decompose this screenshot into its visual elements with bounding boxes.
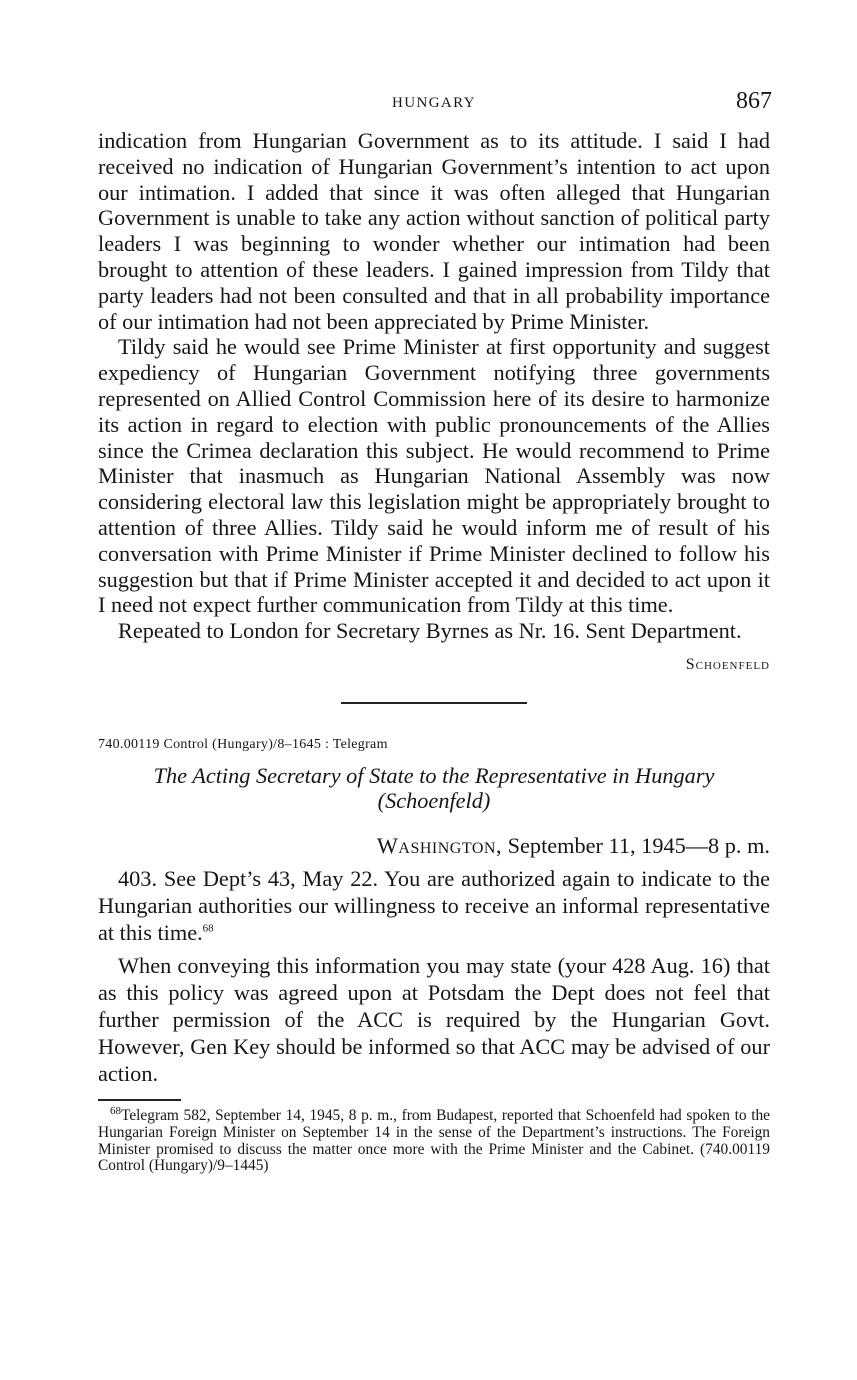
dateline-date: September 11, 1945—8 p. m. (507, 832, 770, 858)
paragraph-403 (98, 865, 770, 946)
footnote-mark: 68 (110, 1104, 121, 1117)
running-header (98, 88, 770, 128)
paragraph-conveying: When conveying this information you may state (your 428 Aug. 16) that as this policy was agreed upon at Potsdam the Dept does not feel that further permission of the ACC is required by the Hungarian Govt. However, Gen Key should be informed so that ACC may be advised of our action. (98, 952, 770, 1086)
signature: Schoenfeld (685, 655, 770, 673)
paragraph-tildy: Tildy said he would see Prime Minister at first opportunity and suggest expediency of Hungarian Government notifying three governments represented on Allied Control Commission here of its desire to harmonize its action in regard to election with public pronouncements of the Allies since the Crimea declaration this subject. He would recommend to Prime Minister that inasmuch as Hungarian National Assembly was now considering electoral law this legislation might be appropriately brought to attention of three Allies. Tildy said he would inform me of result of his conversation with Prime Minister if Prime Minister declined to follow his suggestion but that if Prime Minister accepted it and decided to act upon it I need not expect further communication from Tildy at this time. (98, 334, 770, 618)
footnote-reference: 68 (202, 922, 214, 935)
footnote (98, 1104, 770, 1175)
running-title: HUNGARY (392, 95, 476, 111)
document-page (98, 88, 770, 1175)
document-title: The Acting Secretary of State to the Representative in Hungary (Schoenfeld) (153, 762, 715, 813)
section-divider (341, 702, 527, 704)
telegram-continuation (98, 128, 770, 644)
telegram-body (98, 865, 770, 1087)
dateline-place: Washington, (376, 832, 503, 858)
paragraph-repeated: Repeated to London for Secretary Byrnes as Nr. 16. Sent Department. (118, 618, 742, 644)
paragraph-403-text: 403. See Dept’s 43, May 22. You are authorized again to indicate to the Hungarian authorities our willingness to receive an informal representative at this time. (98, 865, 770, 945)
footnote-text: Telegram 582, September 14, 1945, 8 p. m., from Budapest, reported that Schoenfeld had spoken to the Hungarian Foreign Minister on September 14 in the sense of the Department’s instructions. The Foreign Minister promised to discuss the matter once more with the Prime Minister and the Cabinet. (740.00119 Control (Hungary)/9–1445) (98, 1106, 770, 1175)
dateline (98, 833, 770, 861)
file-reference: 740.00119 Control (Hungary)/8–1645 : Telegram (98, 736, 388, 752)
footnote-divider (98, 1099, 181, 1101)
page-number: 867 (736, 88, 772, 114)
paragraph-continued: indication from Hungarian Government as to its attitude. I said I had received no indication of Hungarian Government’s intention to act upon our intimation. I added that since it was often alleged that Hungarian Government is unable to take any action without sanction of political party leaders I was beginning to wonder whether our intimation had been brought to attention of these leaders. I gained impression from Tildy that party leaders had not been consulted and that in all probability importance of our intimation had not been appreciated by Prime Minister. (98, 128, 770, 334)
